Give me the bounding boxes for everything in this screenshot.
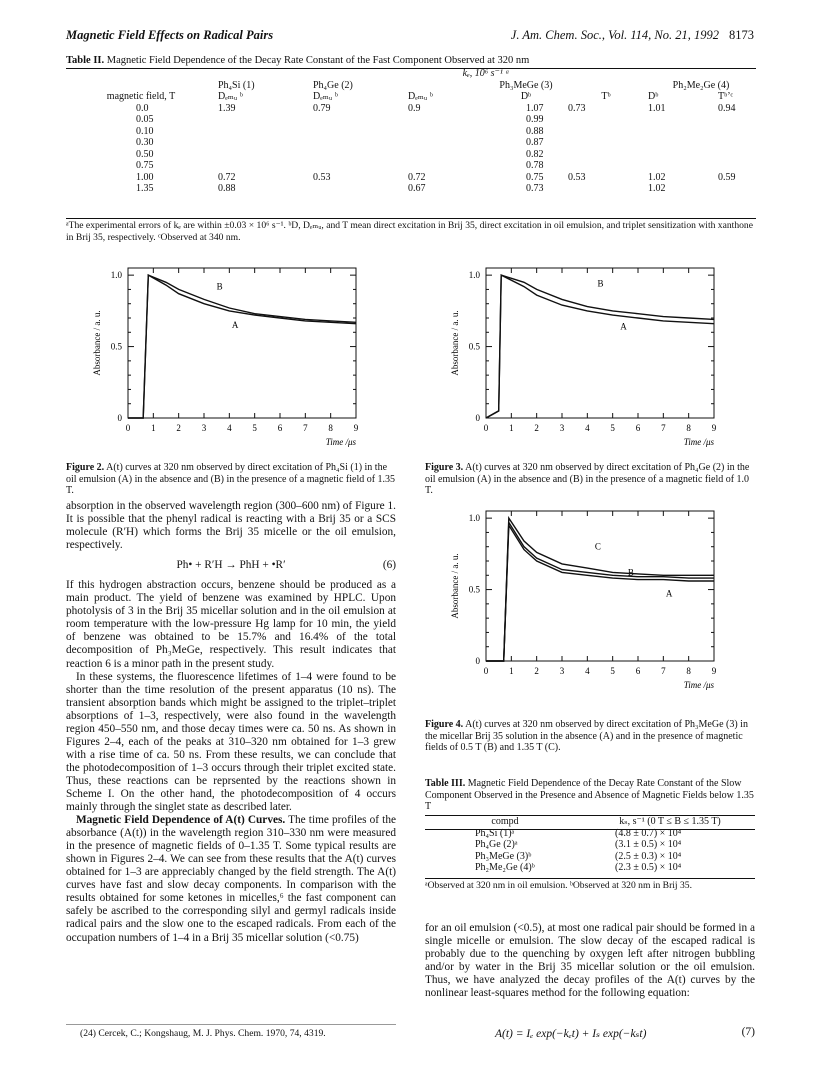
- figure4-caption: [425, 719, 755, 754]
- table2-cell: [216, 114, 311, 126]
- table2-field-cell: 1.35: [136, 183, 154, 194]
- table3-cell: Ph₄Ge (2)ᵃ: [475, 839, 518, 850]
- table2-cell: [646, 149, 716, 161]
- x-axis-label: Time /μs: [683, 680, 714, 690]
- y-axis-label: Absorbance / a. u.: [450, 310, 460, 376]
- table2-cell: [566, 183, 646, 195]
- table2-body: [66, 103, 756, 195]
- x-tick-label: 3: [201, 423, 207, 433]
- table2-cell: 0.9: [408, 102, 421, 114]
- x-tick-label: 6: [277, 423, 283, 433]
- paragraph: The time profiles of the absorbance (A(t)) in the wavelength region 310–330 nm were measured in the presence of magnetic fields of 0–1.35 T. Some typical results are shown in Figures 2–4. We can see from these results that the A(t) curves obtained for 1–3 are appreciably changed by the field strength. The A(t) curves have fast and slow decay components. In comparison with the results obtained for some ketones in micelles,⁶ the fast component can safely be ascribed to the corresponding silyl and germyl radicals inside radical pairs and the slow one to the escaped radicals. From each of the occupation numbers of 1–4 in a Brij 35 micellar solution (<0.75): [66, 814, 396, 944]
- x-tick-label: 2: [534, 423, 539, 433]
- x-tick-label: 9: [711, 666, 717, 676]
- table3-cell: (2.3 ± 0.5) × 10⁴: [615, 862, 682, 873]
- table2-cell: 0.53: [568, 171, 586, 183]
- y-tick-label: 1.0: [468, 270, 480, 281]
- y-tick-label: 0.5: [110, 341, 122, 352]
- x-tick-label: 6: [635, 666, 641, 676]
- table2-compound: Ph₃MeGe (3): [499, 79, 553, 91]
- table2-cell: [311, 183, 406, 195]
- table3-cell: Ph₄Si (1)ᵃ: [475, 827, 515, 839]
- table3-label: Table III.: [425, 778, 466, 789]
- table2-cell: [311, 149, 406, 161]
- x-tick-label: 2: [534, 666, 539, 676]
- table2-cell: [716, 137, 756, 149]
- x-axis-label: Time /μs: [683, 437, 714, 447]
- y-tick-label: 1.0: [110, 270, 122, 281]
- plot-frame: [486, 268, 714, 418]
- paragraph: absorption in the observed wavelength region (300–600 nm) of Figure 1. It is possible that the phenyl radical is reacting with a Brij 35 or a SCS molecule (R′H) which forms the Brij 35 micelle or the oil emulsion, respectively.: [66, 500, 396, 552]
- table2-cell: 0.79: [313, 102, 331, 114]
- x-tick-label: 5: [252, 423, 257, 433]
- x-tick-label: 2: [176, 423, 181, 433]
- table2-cell: 0.53: [313, 171, 331, 183]
- x-tick-label: 8: [686, 666, 691, 676]
- table2-caption: [66, 55, 529, 66]
- table3-cell: (3.1 ± 0.5) × 10⁴: [615, 839, 682, 850]
- table3-row: [425, 839, 755, 851]
- series-label-C: C: [594, 541, 601, 552]
- x-tick-label: 5: [610, 666, 615, 676]
- table2-cell: [216, 137, 311, 149]
- equation-7-number: (7): [741, 1026, 755, 1038]
- table3-body: [425, 828, 755, 874]
- equation-6-number: (6): [382, 559, 396, 572]
- table2-cell: [646, 137, 716, 149]
- table2-cell: [566, 137, 646, 149]
- table2-cell: 0.87: [526, 137, 544, 148]
- table2-cell: [216, 126, 311, 138]
- table2-row: [66, 137, 756, 149]
- table2-cell: [216, 149, 311, 161]
- table2-cell: [716, 183, 756, 195]
- table2-row: [66, 183, 756, 195]
- table2-cell: 0.82: [526, 148, 544, 160]
- table3: [425, 816, 755, 874]
- table2-cell: [311, 114, 406, 126]
- table2-compound: Ph₄Ge (2): [313, 79, 353, 91]
- figure2-plot: [90, 262, 380, 454]
- figure2-label: Figure 2.: [66, 462, 105, 473]
- table2-row: [66, 114, 756, 126]
- x-tick-label: 1: [509, 423, 514, 433]
- x-axis-label: Time /μs: [325, 437, 356, 447]
- table2-label: Table II.: [66, 55, 105, 66]
- table2-footnote: ᵃThe experimental errors of kₑ are within ±0.03 × 10⁶ s⁻¹. ᵇD, Dₑₘᵤ, and T mean direct excitation in Brij 35, direct excitation in oil emulsion, and triplet sensitization with xanthone in Brij 35, respectively. ᶜObserved at 340 nm.: [66, 220, 753, 243]
- page-number: 8173: [729, 28, 754, 42]
- table2-row: [66, 126, 756, 138]
- table3-header-rule: [425, 829, 755, 830]
- x-tick-label: 8: [328, 423, 333, 433]
- table2-row: [66, 149, 756, 161]
- table2-cell: [716, 126, 756, 138]
- table2-cell: [216, 160, 311, 172]
- table2-field-cell: 0.75: [136, 160, 154, 171]
- x-tick-label: 4: [585, 666, 590, 676]
- table2-cell: [716, 160, 756, 172]
- x-tick-label: 0: [125, 423, 131, 433]
- table2-compound: Ph₄Si (1): [218, 79, 255, 91]
- table2-cell: 0.88: [526, 125, 544, 137]
- reference-divider: [66, 1024, 396, 1025]
- x-tick-label: 1: [509, 666, 514, 676]
- table2-cell: 0.75: [526, 171, 544, 183]
- table2-subcol: Tᵇ: [601, 91, 611, 102]
- x-tick-label: 4: [227, 423, 232, 433]
- right-column-text: [425, 922, 755, 1000]
- x-tick-label: 0: [483, 666, 489, 676]
- table2-cell: [311, 126, 406, 138]
- y-tick-label: 0: [117, 413, 122, 423]
- plot-frame: [128, 268, 356, 418]
- table2-cell: [406, 137, 486, 149]
- figure3-caption-text: A(t) curves at 320 nm observed by direct excitation of Ph₄Ge (2) in the oil emulsion (A) in the absence and (B) in the presence of a magnetic field of 1.0 T.: [425, 462, 750, 496]
- table2-cell: [566, 126, 646, 138]
- paragraph: In these systems, the fluorescence lifetimes of 1–4 were found to be shorter than the time resolution of the present apparatus (10 ns). The transient absorption bands which might be assigned to the triplet–triplet absorptions of 1–3, respectively, were also found in the wavelength region 450–550 nm, and those decay times were ca. 50 ns. As shown in Figures 2–4, each of the peaks at 310–320 nm obtained for 1–3 grew with a rise time of ca. 50 ns. From these results, we can conclude that the photodecomposition of 1–3 occurs through their triplet excited state. Thus, these reactions can be reprsented by the reactions shown in Scheme I. On the other hand, the photodecomposition of 4 occurs mainly through the singlet state as described later.: [66, 670, 396, 814]
- table2-cell: 0.88: [218, 183, 236, 194]
- table3-row: [425, 862, 755, 874]
- y-tick-label: 0.5: [468, 584, 480, 595]
- table2-subcol: Tᵇʼᶜ: [718, 91, 734, 102]
- table2-cell: [311, 160, 406, 172]
- table2-cell: [646, 126, 716, 138]
- series-label-A: A: [620, 321, 627, 332]
- x-tick-label: 0: [483, 423, 489, 433]
- table3-row: [425, 851, 755, 863]
- table3-caption: [425, 778, 755, 813]
- table2-cell: [406, 114, 486, 126]
- x-tick-label: 8: [686, 423, 691, 433]
- series-line-B: [486, 275, 714, 418]
- table2-cell: [716, 149, 756, 161]
- x-tick-label: 3: [559, 423, 565, 433]
- table2-cell: [406, 160, 486, 172]
- series-label-B: B: [627, 567, 634, 578]
- journal-citation: J. Am. Chem. Soc., Vol. 114, No. 21, 1992: [510, 28, 719, 42]
- x-tick-label: 7: [661, 423, 666, 433]
- table2-subcol: Dₑₘᵤ ᵇ: [408, 91, 433, 102]
- figure2-caption-text: A(t) curves at 320 nm observed by direct excitation of Ph₄Si (1) in the oil emulsion (A) in the absence and (B) in the presence of a magnetic field of 1.35 T.: [66, 462, 396, 496]
- running-head-left: Magnetic Field Effects on Radical Pairs: [66, 28, 274, 42]
- table2-title: Magnetic Field Dependence of the Decay Rate Constant of the Fast Component Observed at 320 nm: [106, 55, 530, 66]
- equation-6-text: Ph• + R′H → PhH + •R′: [176, 559, 286, 572]
- y-axis-label: Absorbance / a. u.: [450, 553, 460, 619]
- table2-row: [66, 103, 756, 115]
- table2-cell: 0.72: [218, 171, 236, 183]
- series-label-B: B: [597, 278, 604, 289]
- figure4-caption-text: A(t) curves at 320 nm observed by direct excitation of Ph₃MeGe (3) in the micellar Brij 35 solution in the absence (A) and in the presence of magnetic fields of 0.5 T (B) and 1.35 T (C).: [425, 719, 748, 753]
- x-tick-label: 5: [610, 423, 615, 433]
- table3-header: compd: [491, 816, 519, 827]
- x-tick-label: 9: [711, 423, 717, 433]
- table3-title: Magnetic Field Dependence of the Decay Rate Constant of the Slow Component Observed in the Presence and Absence of Magnetic Fields below 1.35 T: [425, 778, 754, 812]
- table3-cell: Ph₃MeGe (3)ᵇ: [475, 850, 532, 862]
- table2-cell: 0.59: [718, 171, 736, 183]
- figure3-label: Figure 3.: [425, 462, 464, 473]
- paragraph: If this hydrogen abstraction occurs, benzene should be produced as a main product. The yield of benzene was examined by HPLC. Upon photolysis of 3 in the Brij 35 micellar solution and in the oil emulsion at room temperature with the low-pressure Hg lamp for 10 min, the yield of benzene was obtained to be 15.7% and 16.4% of the total decomposition of Ph₃MeGe, respectively. This result indicates that reaction 6 is a minor path in the present study.: [66, 579, 396, 670]
- equation-7-text: A(t) = Iₑ exp(−kₑt) + Iₛ exp(−kₛt): [495, 1028, 647, 1040]
- table2-cell: 1.02: [648, 183, 666, 194]
- table2-cell: [646, 160, 716, 172]
- table2-cell: 0.72: [408, 171, 426, 183]
- table2-cell: 0.78: [526, 160, 544, 171]
- x-tick-label: 6: [635, 423, 641, 433]
- table3-cell: (2.5 ± 0.3) × 10⁴: [615, 850, 682, 862]
- table2-cell: [716, 114, 756, 126]
- figure3-caption: [425, 462, 755, 497]
- series-line-A: [486, 275, 714, 418]
- left-column-text: [66, 500, 396, 945]
- table2-field-cell: 0.0: [136, 102, 149, 114]
- y-tick-label: 0: [475, 656, 480, 666]
- y-tick-label: 0: [475, 413, 480, 423]
- table2-subcol: Dᵇ: [648, 91, 659, 102]
- table2-cell: 0.94: [718, 102, 736, 114]
- running-head-right: [511, 28, 754, 43]
- figure4-label: Figure 4.: [425, 719, 464, 730]
- table2-field-cell: 0.05: [136, 114, 154, 125]
- table2-cell: [406, 149, 486, 161]
- y-tick-label: 1.0: [468, 513, 480, 524]
- x-tick-label: 7: [661, 666, 666, 676]
- figure3-plot: [448, 262, 738, 454]
- table3-cell: Ph₂Me₂Ge (4)ᵇ: [475, 862, 535, 873]
- table2-cell: 1.07: [526, 102, 544, 114]
- table2-cell: 0.67: [408, 183, 426, 194]
- series-line-B: [128, 275, 356, 418]
- table2: [66, 68, 756, 195]
- table2-subcol: Dᵇ: [520, 91, 532, 102]
- table2-field-cell: 0.30: [136, 137, 154, 148]
- section-heading: Magnetic Field Dependence of A(t) Curves.: [76, 814, 286, 827]
- table2-cell: 1.01: [648, 102, 666, 114]
- table3-cell: (4.8 ± 0.7) × 10⁴: [615, 827, 682, 839]
- table2-subcol: Dₑₘᵤ ᵇ: [313, 91, 338, 102]
- x-tick-label: 1: [151, 423, 156, 433]
- table2-cell: [566, 114, 646, 126]
- series-line-A: [128, 275, 356, 418]
- table2-kf-header: kₑ, 10⁶ s⁻¹ ᵃ: [462, 68, 510, 79]
- table2-cell: [406, 126, 486, 138]
- table2-field-cell: 0.50: [136, 148, 154, 160]
- x-tick-label: 7: [303, 423, 308, 433]
- series-label-B: B: [216, 281, 223, 292]
- table2-cell: [311, 137, 406, 149]
- y-tick-label: 0.5: [468, 341, 480, 352]
- y-axis-label: Absorbance / a. u.: [92, 310, 102, 376]
- table2-field-cell: 1.00: [136, 171, 154, 183]
- table2-cell: 0.99: [526, 114, 544, 125]
- table2-field-cell: 0.10: [136, 125, 154, 137]
- table2-cell: 1.39: [218, 102, 236, 114]
- table2-row: [66, 172, 756, 184]
- table2-compound: Ph₂Me₂Ge (4): [672, 79, 730, 91]
- table2-cell: [646, 114, 716, 126]
- table2-cell: [566, 160, 646, 172]
- equation-6: [66, 559, 396, 572]
- paragraph: for an oil emulsion (<0.5), at most one radical pair should be formed in a single micelle or emulsion. The slow decay of the escaped radical is probably due to the quenching by oxygen left after nitrogen bubbling and/or by water in the Brij 35 micellar solution or the oil emulsion. Thus, we have analyzed the decay profiles of the A(t) curves by the nonlinear least-squares method for the following equation:: [425, 922, 755, 1000]
- series-label-A: A: [665, 588, 673, 599]
- table3-header: kₛ, s⁻¹ (0 T ≤ B ≤ 1.35 T): [619, 816, 721, 827]
- table2-cell: 1.02: [648, 171, 666, 183]
- reference-24: (24) Cercek, C.; Kongshaug, M. J. Phys. Chem. 1970, 74, 4319.: [80, 1028, 326, 1039]
- x-tick-label: 4: [585, 423, 590, 433]
- table2-cell: 0.73: [526, 183, 544, 194]
- table2-field-header: magnetic field, T: [106, 91, 176, 102]
- series-label-A: A: [231, 320, 239, 330]
- x-tick-label: 3: [559, 666, 565, 676]
- table2-subcol: Dₑₘᵤ ᵇ: [218, 91, 243, 102]
- figure4-plot: [448, 505, 738, 697]
- x-tick-label: 9: [353, 423, 359, 433]
- table2-cell: [566, 149, 646, 161]
- table2-row: [66, 160, 756, 172]
- plot-frame: [486, 511, 714, 661]
- figure2-caption: [66, 462, 396, 497]
- table3-bottom-rule: [425, 878, 755, 879]
- table3-footnote: ᵃObserved at 320 nm in oil emulsion. ᵇObserved at 320 nm in Brij 35.: [425, 880, 692, 891]
- table2-cell: 0.73: [568, 102, 586, 114]
- table2-bottom-rule: [66, 218, 756, 219]
